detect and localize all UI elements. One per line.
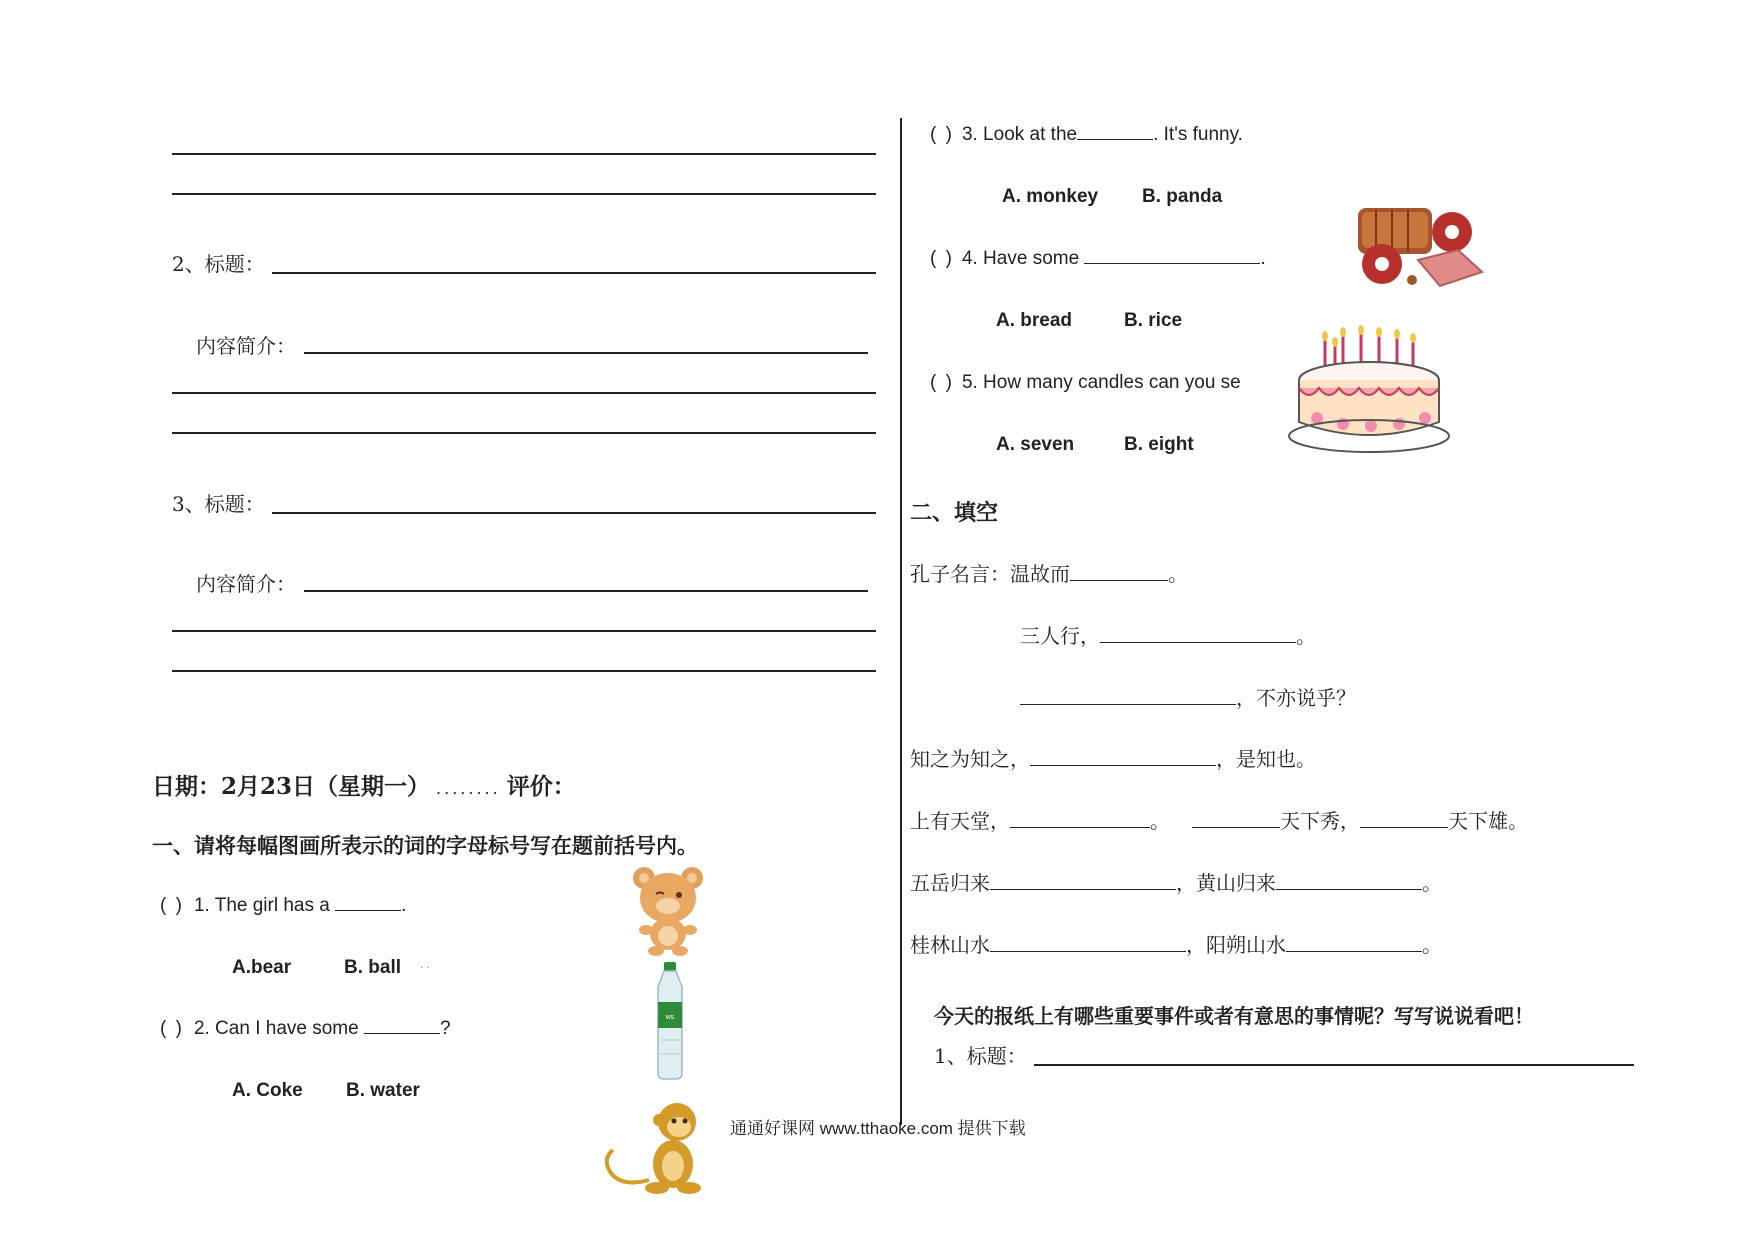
q2-option-b: B. water <box>346 1080 420 1101</box>
bear-icon <box>628 862 708 956</box>
q1-option-a: A.bear <box>232 957 292 978</box>
fill7-blank-1[interactable] <box>990 950 1186 952</box>
item2-summary-line[interactable] <box>304 352 868 354</box>
writing-line <box>172 193 876 195</box>
writing-line <box>172 630 876 632</box>
answer-paren-5[interactable]: ( ) <box>930 372 954 393</box>
question-1 <box>160 895 406 917</box>
date-dots: ........ <box>436 779 501 798</box>
fill-line-3 <box>1020 682 1356 711</box>
answer-paren-1[interactable]: ( ) <box>160 895 184 916</box>
date-text: 日期：2月23日（星期一） <box>152 773 431 800</box>
bread-icon <box>1352 202 1486 288</box>
fill7-blank-2[interactable] <box>1286 950 1422 952</box>
q2-text: 2. Can I have some <box>193 1018 359 1039</box>
item3-title-line[interactable] <box>272 512 876 514</box>
question-4 <box>930 248 1266 270</box>
q2-option-a: A. Coke <box>232 1080 303 1101</box>
q4-option-b: B. rice <box>1124 310 1183 331</box>
q1-option-b: B. ball <box>344 957 402 978</box>
fill6-suffix: 。 <box>1422 871 1442 895</box>
section2-title: 二、填空 <box>910 500 999 526</box>
fill5-mid: 天下秀， <box>1280 809 1360 833</box>
q1-trailing-dots: . . <box>420 957 431 971</box>
fill-line-5 <box>910 805 1528 834</box>
fill1-prefix: 孔子名言：温故而 <box>910 562 1070 586</box>
writing-line <box>172 670 876 672</box>
water-bottle-icon <box>650 962 690 1080</box>
question-3 <box>930 124 1243 146</box>
item3-summary-line[interactable] <box>304 590 868 592</box>
q3-end: . It's funny. <box>1153 124 1243 145</box>
item2-title-line[interactable] <box>272 272 876 274</box>
fill6-mid: ，黄山归来 <box>1176 871 1276 895</box>
fill-line-1 <box>910 558 1188 587</box>
fill3-blank[interactable] <box>1020 703 1236 705</box>
item3-title-label: 3、标题： <box>172 492 265 516</box>
svg-text:ws: ws <box>665 1014 675 1021</box>
item3-summary-label: 内容简介： <box>196 572 296 596</box>
item1-title-label: 1、标题： <box>934 1044 1027 1068</box>
fill3-suffix: ，不亦说乎？ <box>1236 686 1356 710</box>
monkey-icon <box>605 1100 715 1196</box>
fill7-mid: ，阳朔山水 <box>1186 933 1286 957</box>
fill2-prefix: 三人行， <box>1020 624 1100 648</box>
date-line <box>152 768 576 801</box>
fill5-suffix: 天下雄。 <box>1448 809 1528 833</box>
fill7-suffix: 。 <box>1422 933 1442 957</box>
writing-line <box>172 392 876 394</box>
q4-blank[interactable] <box>1084 262 1260 264</box>
q1-text: 1. The girl has a <box>193 895 330 916</box>
q3-text: 3. Look at the <box>961 124 1078 145</box>
q1-end: . <box>401 895 407 916</box>
q2-end: ? <box>439 1018 451 1039</box>
fill6-blank-2[interactable] <box>1276 888 1422 890</box>
q5-option-a: A. seven <box>996 434 1075 455</box>
fill2-suffix: 。 <box>1296 624 1316 648</box>
fill6-blank-1[interactable] <box>990 888 1176 890</box>
fill6-prefix: 五岳归来 <box>910 871 990 895</box>
q5-option-b: B. eight <box>1124 434 1194 455</box>
q3-option-a: A. monkey <box>1002 186 1099 207</box>
answer-paren-4[interactable]: ( ) <box>930 248 954 269</box>
fill1-suffix: 。 <box>1168 562 1188 586</box>
q2-blank[interactable] <box>364 1032 440 1034</box>
q5-text: 5. How many candles can you se <box>961 372 1241 393</box>
section1-title: 一、请将每幅图画所表示的词的字母标号写在题前括号内。 <box>152 833 698 858</box>
q4-text: 4. Have some <box>961 248 1080 269</box>
item2-summary-label: 内容简介： <box>196 334 296 358</box>
fill4-prefix: 知之为知之， <box>910 747 1030 771</box>
q1-blank[interactable] <box>335 909 401 911</box>
fill5-blank-1[interactable] <box>1010 826 1150 828</box>
question-2 <box>160 1018 451 1040</box>
fill-line-2 <box>1020 620 1316 649</box>
item1-title-line[interactable] <box>1034 1064 1634 1066</box>
footer-credit: 通通好课网 www.tthaoke.com 提供下载 <box>730 1119 1026 1138</box>
q3-option-b: B. panda <box>1142 186 1223 207</box>
q3-blank[interactable] <box>1077 138 1153 140</box>
fill5-period: 。 <box>1150 809 1170 833</box>
item2-title-label: 2、标题： <box>172 252 265 276</box>
fill5-blank-2[interactable] <box>1192 826 1280 828</box>
q4-option-a: A. bread <box>996 310 1073 331</box>
answer-paren-2[interactable]: ( ) <box>160 1018 184 1039</box>
fill4-blank[interactable] <box>1030 764 1216 766</box>
birthday-cake-icon <box>1285 318 1450 456</box>
fill2-blank[interactable] <box>1100 641 1296 643</box>
newspaper-prompt: 今天的报纸上有哪些重要事件或者有意思的事情呢？写写说说看吧！ <box>934 1004 1534 1028</box>
column-divider <box>900 118 902 1125</box>
fill-line-4 <box>910 743 1316 772</box>
answer-paren-3[interactable]: ( ) <box>930 124 954 145</box>
fill-line-6 <box>910 867 1442 896</box>
fill-line-7 <box>910 929 1442 958</box>
fill1-blank[interactable] <box>1070 579 1168 581</box>
fill7-prefix: 桂林山水 <box>910 933 990 957</box>
evaluation-label: 评价： <box>506 773 576 800</box>
writing-line <box>172 432 876 434</box>
fill4-suffix: ，是知也。 <box>1216 747 1316 771</box>
writing-line <box>172 153 876 155</box>
question-5 <box>930 372 1241 394</box>
fill5-blank-3[interactable] <box>1360 826 1448 828</box>
q4-end: . <box>1260 248 1266 269</box>
fill5-prefix: 上有天堂， <box>910 809 1010 833</box>
